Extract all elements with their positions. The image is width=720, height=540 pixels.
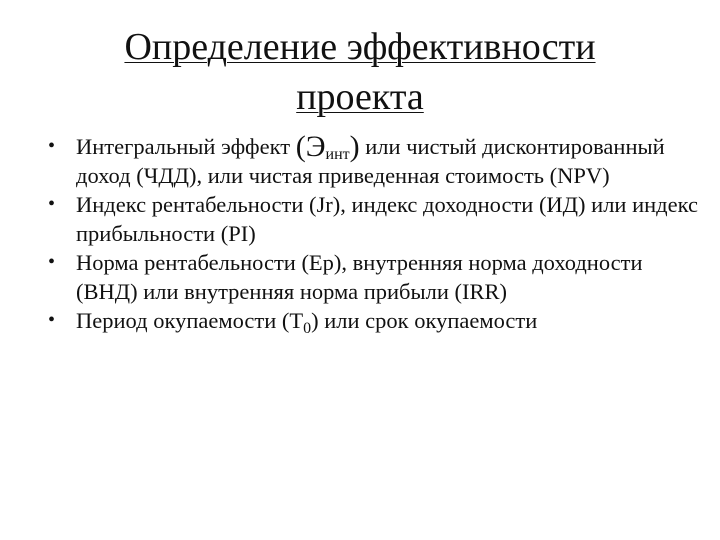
bullet-symbol-close: ) xyxy=(349,130,360,163)
bullet-text-pre: Интегральный эффект xyxy=(76,134,296,159)
bullet-item-integral-effect xyxy=(48,132,698,190)
bullet-text-pre: Период окупаемости (Т xyxy=(76,308,304,333)
bullet-text-post: ) или срок окупаемости xyxy=(311,308,538,333)
bullet-dot-icon: • xyxy=(48,135,56,157)
slide-title xyxy=(60,22,660,122)
bullet-text-post: или чистый дисконтированный доход (ЧДД), или чистая приведенная стоимость (NPV) xyxy=(76,134,665,188)
slide-title-line-2: проекта xyxy=(296,76,424,118)
bullet-text: Индекс рентабельности (Jr), индекс доходности (ИД) или индекс прибыльности (PI) xyxy=(76,192,698,246)
bullet-list xyxy=(48,132,698,335)
bullet-text: Норма рентабельности (Ep), внутренняя норма доходности (ВНД) или внутренняя норма прибыли (IRR) xyxy=(76,250,643,304)
bullet-subscript: инт xyxy=(325,146,350,163)
bullet-symbol-open: (Э xyxy=(295,130,326,163)
bullet-item-profitability-index xyxy=(48,190,698,248)
bullet-subscript: 0 xyxy=(303,320,312,337)
bullet-dot-icon: • xyxy=(48,251,56,273)
bullet-item-rate-of-return xyxy=(48,248,698,306)
bullet-dot-icon: • xyxy=(48,309,56,331)
bullet-dot-icon: • xyxy=(48,193,56,215)
slide-title-line-1: Определение эффективности xyxy=(124,26,596,68)
bullet-item-payback-period xyxy=(48,306,698,335)
